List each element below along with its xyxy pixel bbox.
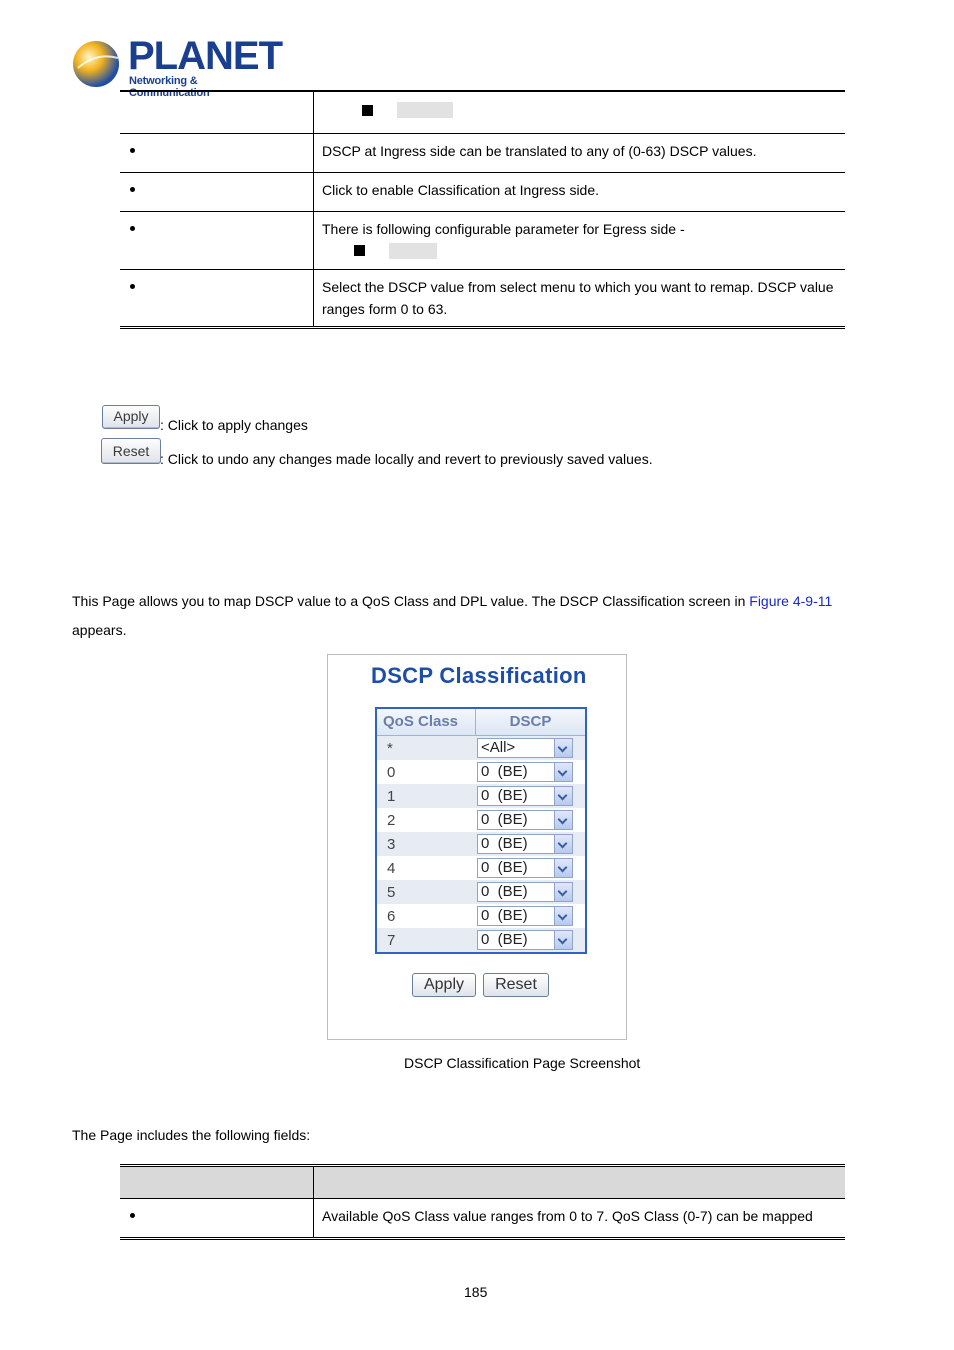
- table-row: [377, 928, 585, 952]
- dscp-classification-screenshot: [327, 654, 627, 1040]
- fields-intro: The Page includes the following fields:: [72, 1127, 311, 1143]
- reset-button[interactable]: Reset: [483, 973, 549, 997]
- dscp-select-value: 0 (BE): [481, 907, 528, 924]
- table-row: [377, 736, 585, 760]
- dscp-grid: [375, 707, 587, 954]
- table-row: [377, 784, 585, 808]
- dscp-select[interactable]: [477, 882, 573, 902]
- chevron-down-icon[interactable]: [554, 883, 572, 901]
- apply-button-image: Apply: [102, 405, 160, 429]
- dscp-select[interactable]: [477, 858, 573, 878]
- dscp-select[interactable]: [477, 738, 573, 758]
- chevron-down-icon[interactable]: [554, 763, 572, 781]
- reset-description: : Click to undo any changes made locally and revert to previously saved values.: [160, 451, 653, 467]
- chevron-down-icon[interactable]: [554, 739, 572, 757]
- bullet-icon: [130, 148, 135, 153]
- qos-class-cell: 1: [387, 787, 396, 805]
- screenshot-title: DSCP Classification: [371, 663, 587, 688]
- logo-tagline: Networking & Communication: [129, 75, 210, 99]
- row-description: Available QoS Class value ranges from 0 to 7. QoS Class (0-7) can be mapped: [322, 1208, 813, 1224]
- square-bullet-icon: [354, 245, 365, 256]
- qos-class-cell: 5: [387, 883, 396, 901]
- dscp-select[interactable]: [477, 906, 573, 926]
- chevron-down-icon[interactable]: [554, 907, 572, 925]
- qos-class-header: QoS Class: [377, 709, 476, 735]
- table-row: [120, 92, 845, 133]
- dscp-select-value: 0 (BE): [481, 859, 528, 876]
- bullet-icon: [130, 284, 135, 289]
- dscp-header: DSCP: [509, 713, 552, 730]
- dscp-select[interactable]: [477, 762, 573, 782]
- qos-class-cell: 3: [387, 835, 396, 853]
- dscp-select[interactable]: [477, 930, 573, 950]
- chevron-down-icon[interactable]: [554, 811, 572, 829]
- reset-button-image: Reset: [101, 438, 161, 464]
- apply-description: : Click to apply changes: [160, 417, 308, 433]
- row-description: Select the DSCP value from select menu to which you want to remap. DSCP value ranges form 0 to 63.: [322, 278, 834, 317]
- figure-link[interactable]: Figure 4-9-11: [749, 593, 833, 609]
- bullet-icon: [130, 226, 135, 231]
- qos-class-cell: 6: [387, 907, 396, 925]
- table-row: [377, 808, 585, 832]
- qos-class-cell: 7: [387, 931, 396, 949]
- globe-icon: [72, 38, 124, 90]
- grid-header: [377, 709, 585, 736]
- dscp-select-value: 0 (BE): [481, 835, 528, 852]
- square-bullet-icon: [362, 105, 373, 116]
- row-description: Click to enable Classification at Ingress side.: [322, 181, 600, 198]
- dscp-select[interactable]: [477, 786, 573, 806]
- table-row: [377, 760, 585, 784]
- dscp-select-value: <All>: [481, 739, 516, 756]
- qos-class-cell: *: [387, 739, 393, 757]
- dscp-select-value: 0 (BE): [481, 931, 528, 948]
- qos-class-cell: 4: [387, 859, 396, 877]
- redacted-label: [389, 243, 437, 259]
- row-description: There is following configurable parameter for Egress side -: [322, 220, 685, 237]
- table-header-row: [120, 1166, 845, 1199]
- page-number: 185: [464, 1284, 488, 1300]
- intro-paragraph: [72, 591, 872, 611]
- chevron-down-icon[interactable]: [554, 835, 572, 853]
- table-row: [377, 880, 585, 904]
- dscp-select-value: 0 (BE): [481, 811, 528, 828]
- bullet-icon: [130, 187, 135, 192]
- egress-parameter-table: [120, 92, 845, 329]
- planet-logo: [72, 34, 282, 99]
- chevron-down-icon[interactable]: [554, 931, 572, 949]
- apply-button[interactable]: Apply: [412, 973, 476, 997]
- qos-class-cell: 0: [387, 763, 396, 781]
- dscp-select-value: 0 (BE): [481, 883, 528, 900]
- intro-text: This Page allows you to map DSCP value to a QoS Class and DPL value. The DSCP Classification screen in: [72, 593, 750, 609]
- figure-caption: DSCP Classification Page Screenshot: [404, 1055, 641, 1071]
- chevron-down-icon[interactable]: [554, 787, 572, 805]
- chevron-down-icon[interactable]: [554, 859, 572, 877]
- dscp-select-value: 0 (BE): [481, 763, 528, 780]
- intro-text-continued: appears.: [72, 622, 127, 638]
- table-row: [120, 1199, 845, 1239]
- bullet-icon: [130, 1213, 135, 1218]
- table-row: [120, 269, 845, 327]
- table-row: [377, 856, 585, 880]
- table-row: [377, 832, 585, 856]
- logo-wordmark: PLANET: [128, 34, 282, 78]
- redacted-label: [397, 102, 453, 118]
- dscp-select[interactable]: [477, 834, 573, 854]
- table-row: [120, 211, 845, 269]
- fields-table: [120, 1164, 845, 1240]
- dscp-select-value: 0 (BE): [481, 787, 528, 804]
- dscp-select[interactable]: [477, 810, 573, 830]
- table-row: [377, 904, 585, 928]
- row-description: DSCP at Ingress side can be translated to any of (0-63) DSCP values.: [322, 142, 757, 159]
- table-row: [120, 172, 845, 211]
- table-row: [120, 133, 845, 172]
- qos-class-cell: 2: [387, 811, 396, 829]
